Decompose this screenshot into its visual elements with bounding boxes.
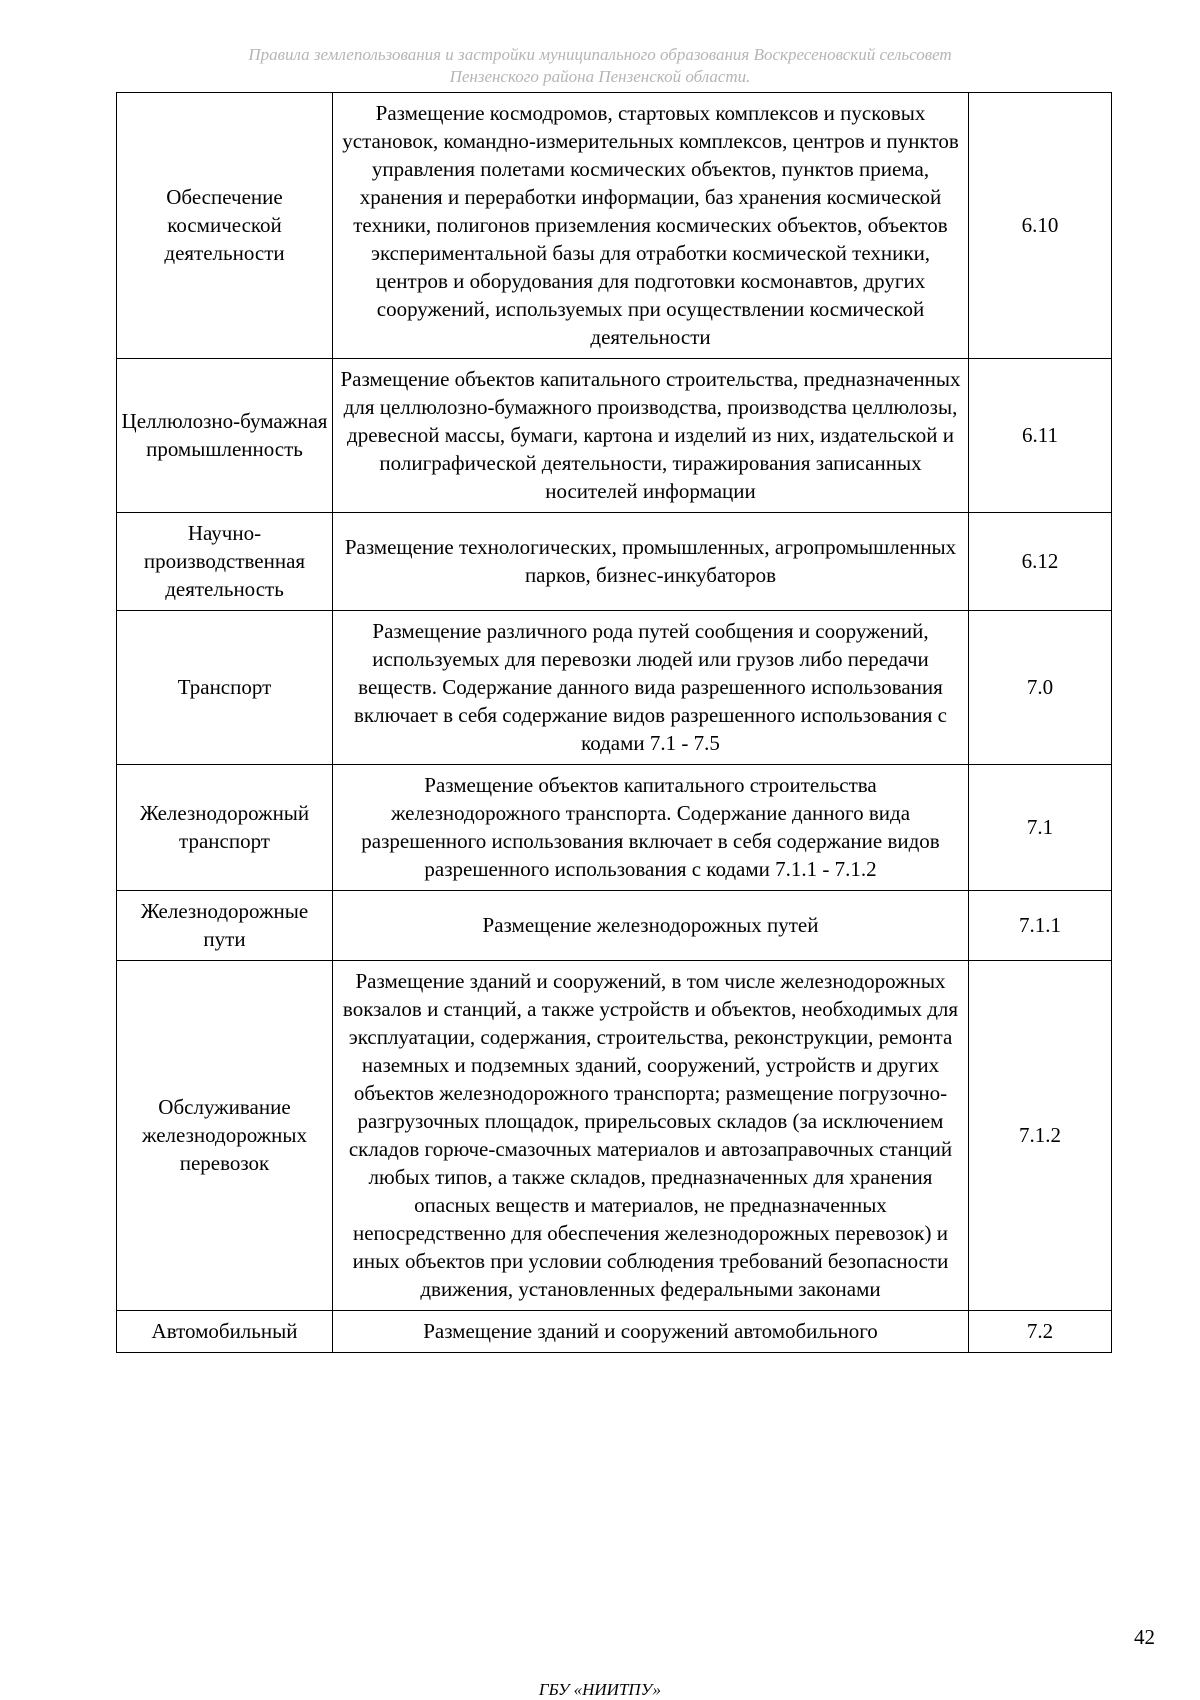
table-row bbox=[117, 891, 1112, 961]
use-description-cell: Размещение зданий и сооружений, в том числе железнодорожных вокзалов и станций, а также устройств и объектов, необходимых для эксплуатации, содержания, строительства, реконструкции, ремонта наземных и подземных зданий, сооружений, устройств и других объектов железнодорожного транспорта; размещение погрузочно-разгрузочных площадок, прирельсовых складов (за исключением складов горюче-смазочных материалов и автозаправочных станций любых типов, а также складов, предназначенных для хранения опасных веществ и материалов, не предназначенных непосредственно для обеспечения железнодорожных перевозок) и иных объектов при условии соблюдения требований безопасности движения, установленных федеральными законами bbox=[333, 961, 969, 1311]
use-name-cell: Научно-производственная деятельность bbox=[117, 513, 333, 611]
table-row bbox=[117, 513, 1112, 611]
use-description-cell: Размещение объектов капитального строительства железнодорожного транспорта. Содержание данного вида разрешенного использования включает в себя содержание видов разрешенного использования с кодами 7.1.1 - 7.1.2 bbox=[333, 765, 969, 891]
use-name-cell: Обеспечение космической деятельности bbox=[117, 93, 333, 359]
header-line-2: Пензенского района Пензенской области. bbox=[449, 67, 751, 86]
page-number: 42 bbox=[1134, 1625, 1155, 1649]
table-row bbox=[117, 765, 1112, 891]
use-description-cell: Размещение зданий и сооружений автомобильного bbox=[333, 1311, 969, 1353]
use-name-cell: Железнодорожные пути bbox=[117, 891, 333, 961]
use-description-cell: Размещение объектов капитального строительства, предназначенных для целлюлозно-бумажного производства, производства целлюлозы, древесной массы, бумаги, картона и изделий из них, издательской и полиграфической деятельности, тиражирования записанных носителей информации bbox=[333, 359, 969, 513]
use-name-cell: Обслуживание железнодорожных перевозок bbox=[117, 961, 333, 1311]
use-code-cell: 6.12 bbox=[969, 513, 1112, 611]
use-code-cell: 7.2 bbox=[969, 1311, 1112, 1353]
page-header bbox=[0, 44, 1200, 88]
use-code-cell: 7.1.1 bbox=[969, 891, 1112, 961]
page-footer: ГБУ «НИИТПУ» bbox=[538, 1680, 662, 1699]
use-description-cell: Размещение технологических, промышленных, агропромышленных парков, бизнес-инкубаторов bbox=[333, 513, 969, 611]
use-code-cell: 7.0 bbox=[969, 611, 1112, 765]
use-code-cell: 6.10 bbox=[969, 93, 1112, 359]
use-description-cell: Размещение различного рода путей сообщения и сооружений, используемых для перевозки людей или грузов либо передачи веществ. Содержание данного вида разрешенного использования включает в себя содержание видов разрешенного использования с кодами 7.1 - 7.5 bbox=[333, 611, 969, 765]
land-use-table-wrapper bbox=[116, 92, 1111, 1353]
use-description-cell: Размещение космодромов, стартовых комплексов и пусковых установок, командно-измерительных комплексов, центров и пунктов управления полетами космических объектов, пунктов приема, хранения и переработки информации, баз хранения космической техники, полигонов приземления космических объектов, объектов экспериментальной базы для отработки космической техники, центров и оборудования для подготовки космонавтов, других сооружений, используемых при осуществлении космической деятельности bbox=[333, 93, 969, 359]
use-description-cell: Размещение железнодорожных путей bbox=[333, 891, 969, 961]
table-row bbox=[117, 359, 1112, 513]
table-row bbox=[117, 961, 1112, 1311]
table-row bbox=[117, 93, 1112, 359]
use-code-cell: 6.11 bbox=[969, 359, 1112, 513]
table-row bbox=[117, 1311, 1112, 1353]
land-use-table bbox=[116, 92, 1112, 1353]
use-name-cell: Автомобильный bbox=[117, 1311, 333, 1353]
use-code-cell: 7.1.2 bbox=[969, 961, 1112, 1311]
use-name-cell: Целлюлозно-бумажная промышленность bbox=[117, 359, 333, 513]
use-name-cell: Железнодорожный транспорт bbox=[117, 765, 333, 891]
use-name-cell: Транспорт bbox=[117, 611, 333, 765]
table-row bbox=[117, 611, 1112, 765]
use-code-cell: 7.1 bbox=[969, 765, 1112, 891]
header-line-1: Правила землепользования и застройки муниципального образования Воскресеновский сельсовет bbox=[248, 45, 952, 64]
